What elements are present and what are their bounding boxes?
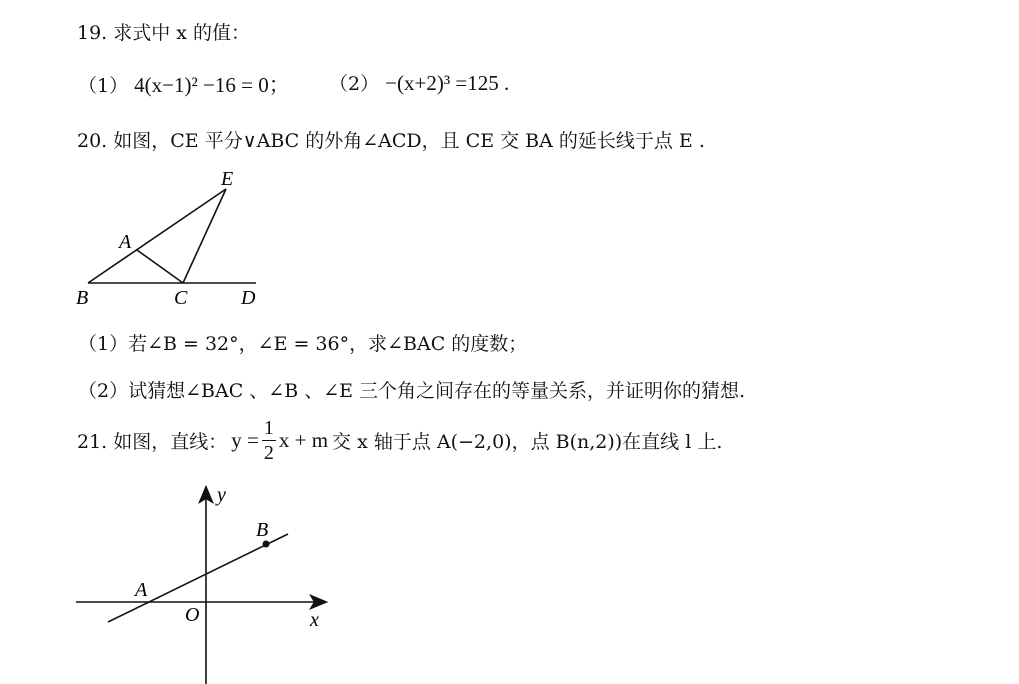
q20-line-ac: [137, 250, 183, 283]
q21-label-y: y: [217, 484, 226, 506]
q21-label-o: O: [185, 604, 200, 626]
q19-part1: [78, 69, 290, 99]
q21-suffix: 交 x 轴于点 A(−2,0)，点 B(n,2))在直线 l 上.: [332, 431, 723, 453]
q21-fraction-denominator: 2: [263, 442, 274, 464]
q21-label-a: A: [135, 579, 148, 601]
q20-triangle-figure: [70, 162, 270, 312]
q20-part1: （1）若∠B = 32°，∠E = 36°，求∠BAC 的度数；: [78, 333, 528, 355]
q21-eq-right: x + m: [278, 428, 329, 452]
q20-label-c: C: [174, 287, 188, 309]
q21-label-x: x: [310, 609, 319, 631]
q19-part1-label: （1）: [78, 75, 129, 97]
q21-coordinate-figure: [70, 484, 340, 684]
q19-part2-label: （2）: [329, 73, 380, 95]
q19-title: 19. 求式中 x 的值：: [77, 22, 251, 44]
q19-part2: [329, 69, 509, 96]
point-b: [263, 541, 270, 548]
q20-title: 20. 如图，CE 平分∨ABC 的外角∠ACD，且 CE 交 BA 的延长线于点 E .: [77, 130, 705, 152]
q21-fraction: [262, 418, 276, 463]
q20-part2: （2）试猜想∠BAC 、∠B 、∠E 三个角之间存在的等量关系，并证明你的猜想.: [78, 380, 746, 402]
q20-label-d: D: [241, 287, 256, 309]
q21-eq-left: y =: [231, 428, 259, 452]
q21-prefix: 21. 如图，直线：: [77, 431, 228, 453]
q19-part1-equation: 4(x−1)² −16 = 0；: [134, 73, 290, 97]
q20-label-a: A: [119, 231, 132, 253]
q20-label-b: B: [76, 287, 89, 309]
q21-title: [77, 418, 722, 463]
q19-part2-equation: −(x+2)³ =125 .: [385, 71, 510, 95]
q21-fraction-numerator: 1: [263, 417, 274, 439]
q20-label-e: E: [221, 168, 234, 190]
q21-label-b: B: [256, 519, 269, 541]
